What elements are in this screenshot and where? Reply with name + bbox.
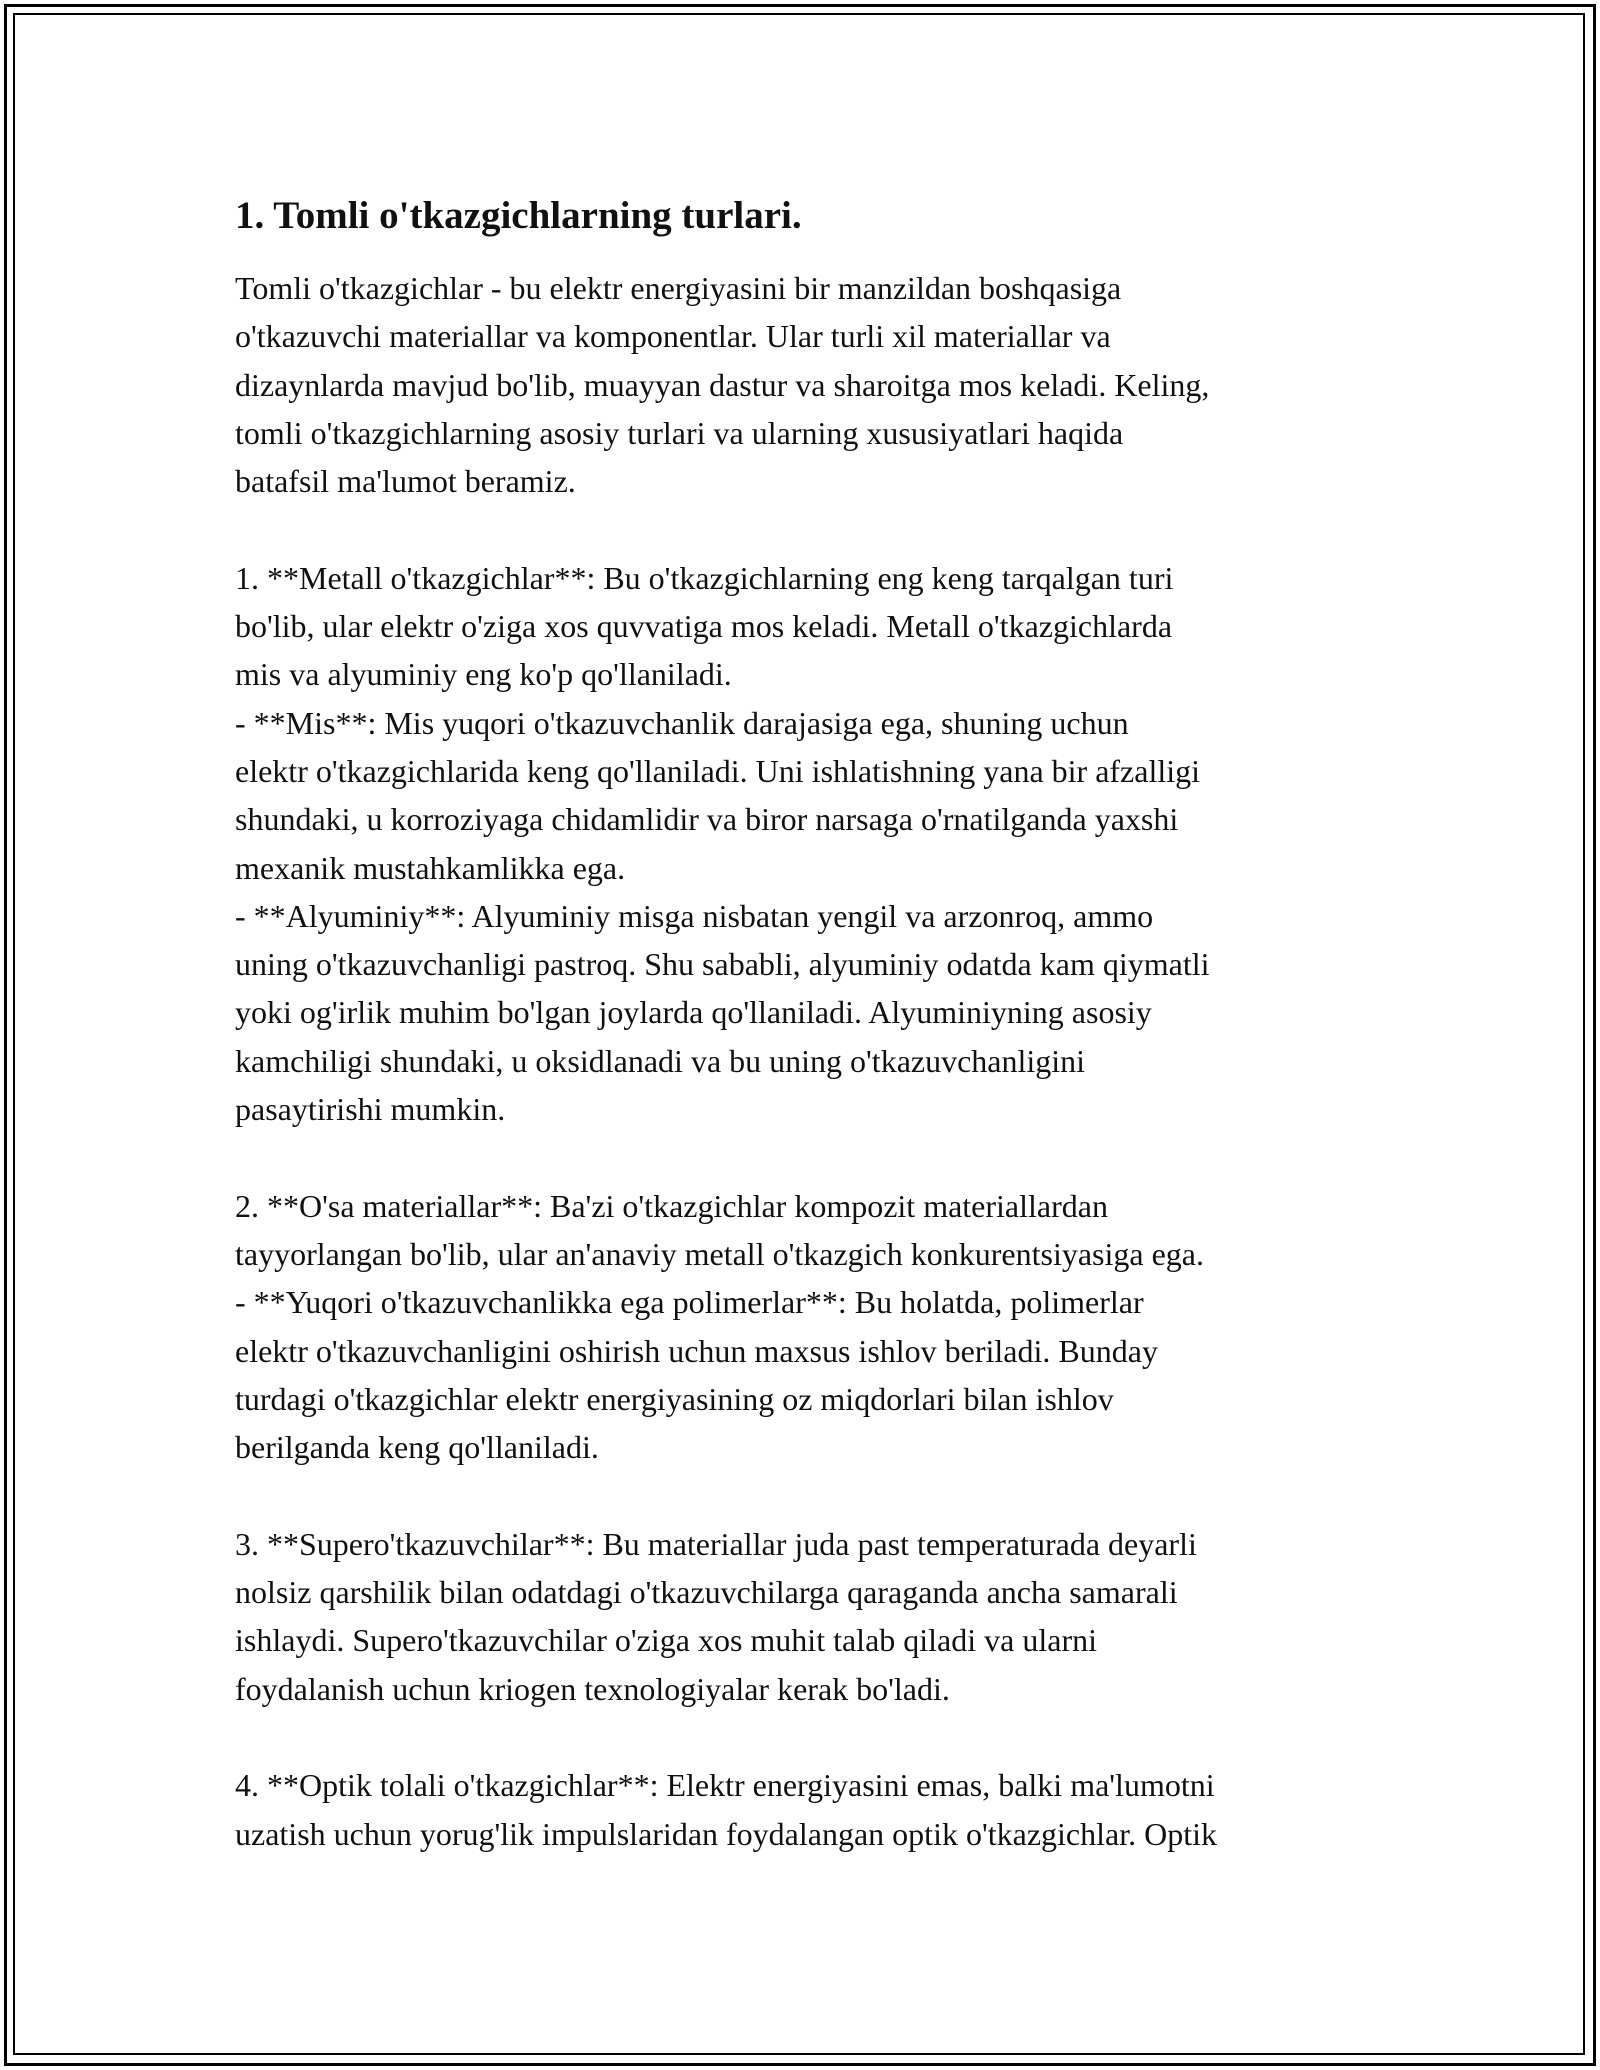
document-body [235, 190, 1375, 1858]
paragraph-spacer [235, 1471, 1375, 1519]
section-superconductors: 3. **Supero'tkazuvchilar**: Bu materiallar juda past temperaturada deyarli nolsiz qarshilik bilan odatdagi o'tkazuvchilarga qaraganda ancha samarali ishlaydi. Supero'tkazuvchilar o'ziga xos muhit talab qiladi va ularni foydalanish uchun kriogen texnologiyalar kerak bo'ladi. [235, 1525, 1197, 1707]
paragraph-spacer [235, 1133, 1375, 1181]
intro-paragraph: Tomli o'tkazgichlar - bu elektr energiyasini bir manzildan boshqasiga o'tkazuvchi materiallar va komponentlar. Ular turli xil materiallar va dizaynlarda mavjud bo'lib, muayyan dastur va sharoitga mos keladi. Keling, tomli o'tkazgichlarning asosiy turlari va ularning xususiyatlari haqida batafsil ma'lumot beramiz. [235, 270, 1210, 500]
section-other-materials: 2. **O'sa materiallar**: Ba'zi o'tkazgichlar kompozit materiallardan tayyorlangan bo'lib, ular an'anaviy metall o'tkazgich konkurentsiyasiga ega. - **Yuqori o'tkazuvchanlikka ega polimerlar**: Bu holatda, polimerlar elektr o'tkazuvchanligini oshirish uchun maxsus ishlov beriladi. Bunday turdagi o'tkazgichlar elektr energiyasining oz miqdorlari bilan ishlov berilganda keng qo'llaniladi. [235, 1187, 1204, 1466]
section-optical-fiber: 4. **Optik tolali o'tkazgichlar**: Elektr energiyasini emas, balki ma'lumotni uzatish uchun yorug'lik impulslaridan foydalangan optik o'tkazgichlar. Optik [235, 1767, 1217, 1852]
paragraph-spacer [235, 1713, 1375, 1761]
section-metal-conductors: 1. **Metall o'tkazgichlar**: Bu o'tkazgichlarning eng keng tarqalgan turi bo'lib, ular elektr o'ziga xos quvvatiga mos keladi. Metall o'tkazgichlarda mis va alyuminiy eng ko'p qo'llaniladi. - **Mis**: Mis yuqori o'tkazuvchanlik darajasiga ega, shuning uchun elektr o'tkazgichlarida keng qo'llaniladi. Uni ishlatishning yana bir afzalligi shundaki, u korroziyaga chidamlidir va biror narsaga o'rnatilganda yaxshi mexanik mustahkamlikka ega. - **Alyuminiy**: Alyuminiy misga nisbatan yengil va arzonroq, ammo uning o'tkazuvchanligi pastroq. Shu sababli, alyuminiy odatda kam qiymatli yoki og'irlik muhim bo'lgan joylarda qo'llaniladi. Alyuminiyning asosiy kamchiligi shundaki, u oksidlanadi va bu uning o'tkazuvchanligini pasaytirishi mumkin. [235, 559, 1210, 1128]
document-title: 1. Tomli o'tkazgichlarning turlari. [235, 194, 802, 237]
paragraph-spacer [235, 505, 1375, 553]
